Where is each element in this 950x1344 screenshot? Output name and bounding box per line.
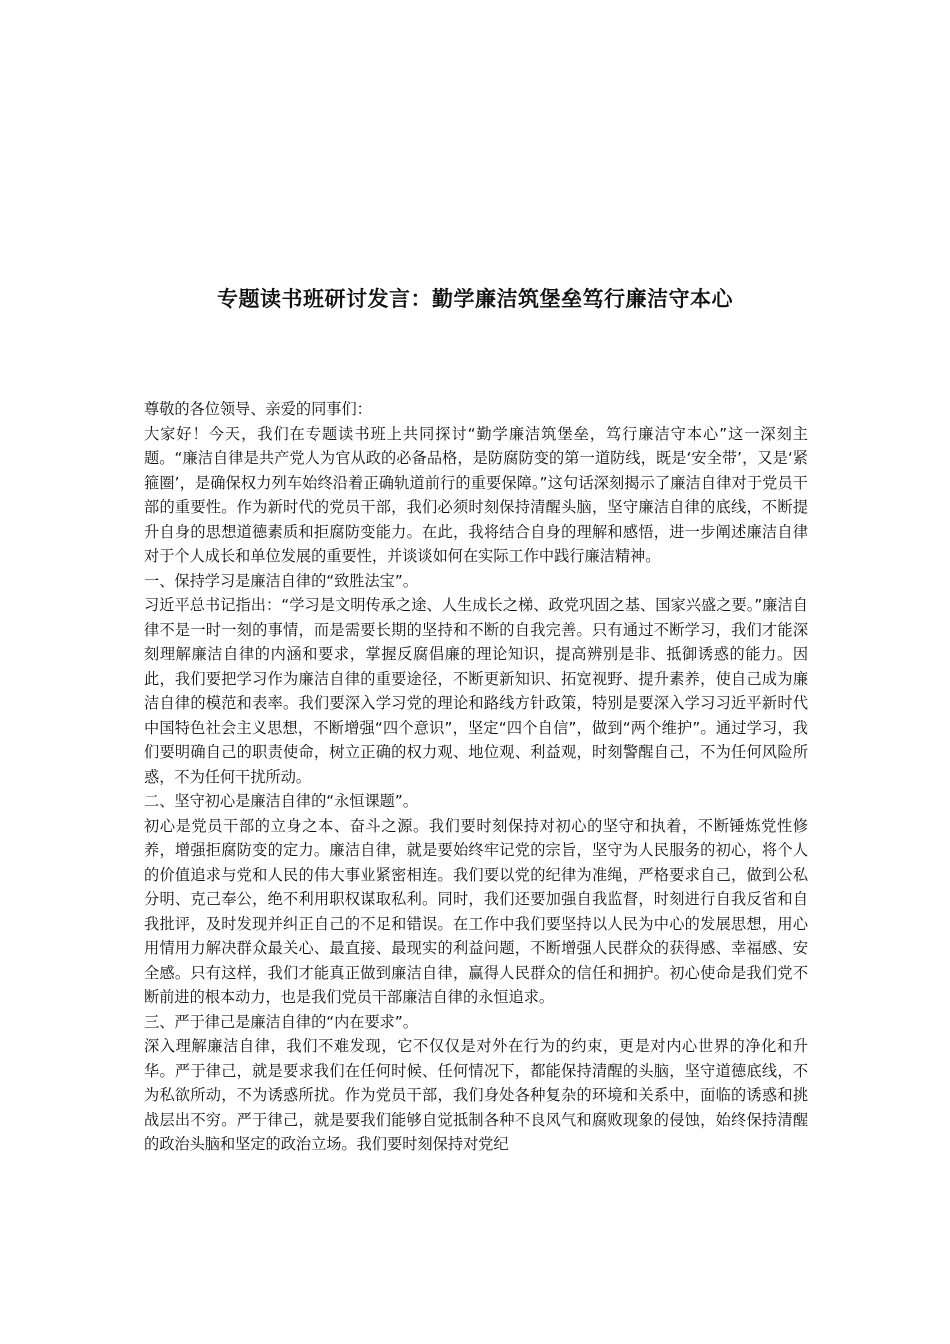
- paragraph-section-1: 习近平总书记指出：“学习是文明传承之途、人生成长之梯、政党巩固之基、国家兴盛之要。”廉洁自律不是一时一刻的事情，而是需要长期的坚持和不断的自我完善。只有通过不断学习，我们才能深刻理解廉洁自律的内涵和要求，掌握反腐倡廉的理论知识，提高辨别是非、抵御诱惑的能力。因此，我们要把学习作为廉洁自律的重要途径，不断更新知识、拓宽视野、提升素养，使自己成为廉洁自律的模范和表率。我们要深入学习党的理论和路线方针政策，特别是要深入学习习近平新时代中国特色社会主义思想，不断增强“四个意识”，坚定“四个自信”，做到“两个维护”。通过学习，我们要明确自己的职责使命，树立正确的权力观、地位观、利益观，时刻警醒自己，不为任何风险所惑，不为任何干扰所动。: [144, 596, 808, 786]
- section-heading-2: 二、坚守初心是廉洁自律的“永恒课题”。: [144, 792, 418, 810]
- paragraph-intro: 大家好！今天，我们在专题读书班上共同探讨“勤学廉洁筑堡垒，笃行廉洁守本心”这一深刻主题。“廉洁自律是共产党人为官从政的必备品格，是防腐防变的第一道防线，既是‘安全带’，又是‘紧箍圈’，是确保权力列车始终沿着正确轨道前行的重要保障。”这句话深刻揭示了廉洁自律对于党员干部的重要性。作为新时代的党员干部，我们必须时刻保持清醒头脑，坚守廉洁自律的底线，不断提升自身的思想道德素质和拒腐防变能力。在此，我将结合自身的理解和感悟，进一步阐述廉洁自律对于个人成长和单位发展的重要性，并谈谈如何在实际工作中践行廉洁精神。: [144, 424, 808, 565]
- paragraph-section-3: 深入理解廉洁自律，我们不难发现，它不仅仅是对外在行为的约束，更是对内心世界的净化和升华。严于律己，就是要求我们在任何时候、任何情况下，都能保持清醒的头脑，坚守道德底线，不为私欲所动，不为诱惑所扰。作为党员干部，我们身处各种复杂的环境和关系中，面临的诱惑和挑战层出不穷。严于律己，就是要我们能够自觉抵制各种不良风气和腐败现象的侵蚀，始终保持清醒的政治头脑和坚定的政治立场。我们要时刻保持对党纪: [144, 1037, 808, 1153]
- section-heading-1: 一、保持学习是廉洁自律的“致胜法宝”。: [144, 571, 418, 590]
- paragraph-section-2: 初心是党员干部的立身之本、奋斗之源。我们要时刻保持对初心的坚守和执着，不断锤炼党性修养，增强拒腐防变的定力。廉洁自律，就是要始终牢记党的宗旨，坚守为人民服务的初心，将个人的价值追求与党和人民的伟大事业紧密相连。我们要以党的纪律为准绳，严格要求自己，做到公私分明、克己奉公，绝不利用职权谋取私利。同时，我们还要加强自我监督，时刻进行自我反省和自我批评，及时发现并纠正自己的不足和错误。在工作中我们要坚持以人民为中心的发展思想，用心用情用力解决群众最关心、最直接、最现实的利益问题，不断增强人民群众的获得感、幸福感、安全感。只有这样，我们才能真正做到廉洁自律，赢得人民群众的信任和拥护。初心使命是我们党不断前进的根本动力，也是我们党员干部廉洁自律的永恒追求。: [144, 816, 808, 1006]
- document-title: 专题读书班研讨发言：勤学廉洁筑堡垒笃行廉洁守本心: [217, 287, 733, 311]
- document-body: [144, 397, 808, 1157]
- section-heading-3: 三、严于律己是廉洁自律的“内在要求”。: [144, 1012, 418, 1031]
- salutation: 尊敬的各位领导、亲爱的同事们：: [144, 400, 372, 418]
